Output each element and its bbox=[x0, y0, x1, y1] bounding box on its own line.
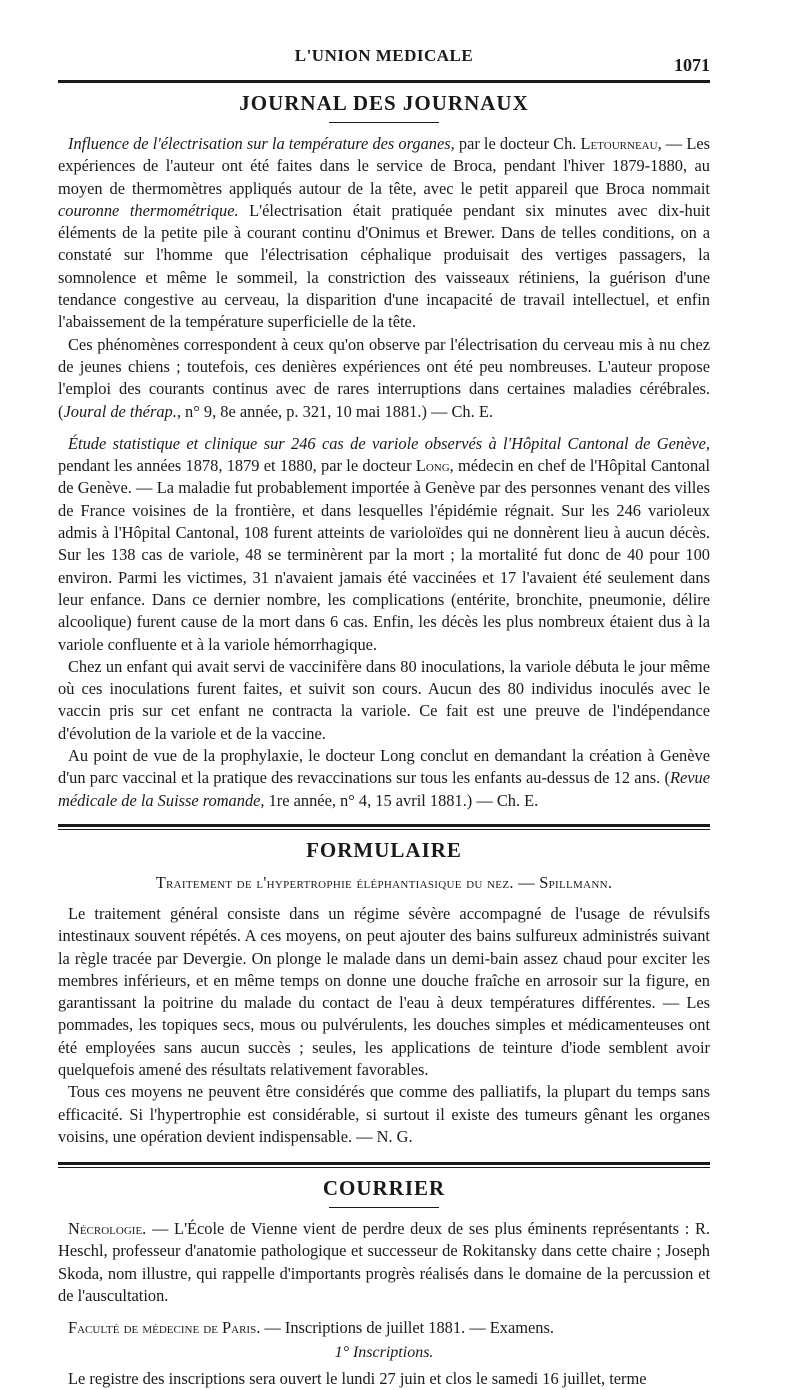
article2-reference: Revue médicale de la Suisse romande, bbox=[58, 768, 710, 810]
article1-reference: Joural de thérap. bbox=[63, 401, 177, 421]
faculte-text: — Inscriptions de juillet 1881. — Examens. bbox=[260, 1318, 554, 1338]
faculte-label: Faculté de médecine de Paris. bbox=[68, 1318, 261, 1338]
article1-p2-body: Ces phénomènes correspondent à ceux qu'on observe par l'électrisation du cerveau mis à nu chez de jeunes chiens ; toutefois, ces denières expériences ont été peu nombreuses. L'auteur propose l'emploi des courants continus avec de rares interruptions dans certaines maladies cérébrales. ( bbox=[58, 334, 710, 421]
inscriptions-heading: 1° Inscriptions. bbox=[334, 1343, 434, 1361]
courrier-rule bbox=[58, 1162, 710, 1168]
page-number: 1071 bbox=[674, 55, 710, 75]
article1-paragraph2 bbox=[58, 334, 710, 423]
article1-reference-rest: , n° 9, 8e année, p. 321, 10 mai 1881.) — Ch. E. bbox=[176, 401, 493, 421]
article2-paragraph3 bbox=[58, 745, 710, 812]
article1-p1-body: , — Les expériences de l'auteur ont été faites dans le service de Broca, pendant l'hiver 1879-1880, au moyen de thermomètres appliqués autour de la tête, avec le petit appareil que Broca nommait bbox=[58, 134, 710, 198]
article2-paragraph2: Chez un enfant qui avait servi de vaccinifère dans 80 inoculations, la variole débuta le jour même où ces inoculations furent faites, et suivit son cours. Aucun des 80 individus inoculés avec le vaccin pris sur cet enfant ne contracta la variole. Ce fait est une preuve de l'indépendance d'évolution de la variole et de la vaccine. bbox=[58, 656, 710, 743]
article1-author: Letourneau bbox=[580, 134, 658, 153]
faculte-paragraph bbox=[58, 1317, 710, 1339]
formulaire-paragraph2: Tous ces moyens ne peuvent être considérés que comme des palliatifs, la plupart du temps sans efficacité. Si l'hypertrophie est considérable, si surtout il existe des tumeurs gênant les organes voisins, une opération devient indispensable. — N. G. bbox=[58, 1082, 710, 1146]
formulaire-entry-title: Traitement de l'hypertrophie éléphantiasique du nez. — Spillmann. bbox=[155, 872, 613, 892]
header-rule bbox=[58, 80, 710, 83]
necrologie-paragraph bbox=[58, 1218, 710, 1307]
section-title-courrier: COURRIER bbox=[322, 1176, 446, 1201]
inscriptions-paragraph: Le registre des inscriptions sera ouvert le lundi 27 juin et clos le samedi 16 juillet, terme bbox=[68, 1368, 647, 1388]
article2-p3-b: 1re année, n° 4, 15 avril 1881.) — Ch. E. bbox=[264, 790, 539, 810]
article1-paragraph1 bbox=[58, 133, 710, 334]
formulaire-paragraph1: Le traitement général consiste dans un régime sévère accompagné de l'usage de révulsifs intestinaux souvent répétés. A ces moyens, on peut ajouter des bains sulfureux administrés suivant la règle tracée par Devergie. On plonge le malade dans un demi-bain assez chaud pour exciter les membres inférieurs, et en même temps on donne une douche fraîche en arrosoir sur la figure, en garantissant la poitrine du malade du contact de l'eau à deux températures différentes. — Les pommades, les topiques secs, mous ou pulvérulents, les douches simples et médicamenteuses ont été employées sans aucun succès ; seules, les applications de teinture d'iode semblent avoir quelquefois amené des résultats relativement favorables. bbox=[58, 903, 710, 1079]
courrier-divider bbox=[329, 1207, 439, 1208]
section-divider bbox=[329, 122, 439, 123]
article1-p1-rest: L'électrisation était pratiquée pendant six minutes avec dix-huit éléments de la petite pile à courant continu d'Onimus et Brewer. Dans de telles conditions, on a constaté sur l'homme que l'électrisation céphalique produisait des vertiges passagers, la somnolence et même le sommeil, la constriction des vaisseaux rétiniens, la guérison d'une tendance congestive au cerveau, la disparition d'une incapacité de travail intellectuel, et enfin l'abaissement de la température superficielle de la tête. bbox=[58, 200, 710, 332]
article1-title: Influence de l'électrisation sur la température des organes, bbox=[68, 134, 455, 153]
necrologie-label: Nécrologie. bbox=[68, 1219, 147, 1239]
article2-paragraph1 bbox=[58, 433, 710, 656]
article2-title: Étude statistique et clinique sur 246 cas de variole observés à l'Hôpital Cantonal de Genève, bbox=[68, 433, 710, 453]
article2-p3-a: Au point de vue de la prophylaxie, le docteur Long conclut en demandant la création à Genève d'un parc vaccinal et la pratique des revaccinations sur tous les enfants au-dessus de 12 ans. ( bbox=[58, 746, 710, 788]
necrologie-text: — L'École de Vienne vient de perdre deux de ses plus éminents représentants : R. Heschl, professeur d'anatomie pathologique et successeur de Rokitansky dans cette chaire ; Joseph Skoda, nom illustre, qui rappelle d'importants progrès réalisés dans le domaine de la percussion et de l'auscultation. bbox=[58, 1219, 710, 1306]
article2-p1-a: pendant les années 1878, 1879 et 1880, par le docteur bbox=[58, 456, 416, 476]
article2-p1-b: , médecin en chef de l'Hôpital Cantonal de Genève. — La maladie fut probablement importée à Genève par des personnes venant des villes de France voisines de la frontière, et dans lesquelles l'épidémie régnait. Sur les 246 varioleux admis à l'Hôpital Cantonal, 108 furent atteints de varioloïdes qui ne donnèrent lieu à aucun décès. Sur les 138 cas de variole, 48 se terminèrent par la mort ; la mortalité fut donc de 40 pour 100 environ. Parmi les victimes, 31 n'avaient jamais été vaccinées et 17 l'avaient été seulement dans leur enfance. Dans ce dernier nombre, les complications (entérite, bronchite, pneumonie, délire alcoolique) furent cause de la mort dans 6 cas. Enfin, les décès les plus nombreux étaient dus à la variole confluente et à la variole hémorrhagique. bbox=[58, 456, 710, 654]
formulaire-rule bbox=[58, 824, 710, 830]
article2-author: Long bbox=[415, 456, 450, 476]
section-title-journal: JOURNAL DES JOURNAUX bbox=[239, 91, 529, 115]
section-title-formulaire: FORMULAIRE bbox=[306, 837, 462, 862]
page-header bbox=[58, 0, 710, 80]
running-title: L'UNION MEDICALE bbox=[294, 46, 474, 65]
article1-author-prefix: par le docteur Ch. bbox=[454, 134, 581, 153]
article1-p1-italic: couronne thermométrique. bbox=[58, 200, 239, 220]
